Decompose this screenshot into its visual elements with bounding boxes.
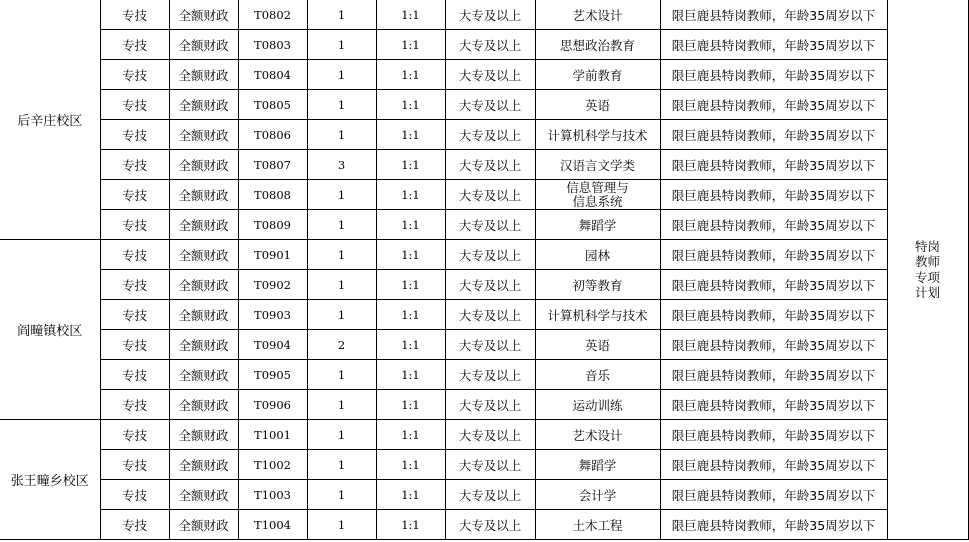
major-line: 信息管理与 (566, 179, 629, 195)
table-row (0, 150, 968, 180)
major-cell: 运动训练 (535, 390, 660, 420)
position-type-cell: 专技 (100, 450, 169, 480)
program-note-line: 专项 (914, 269, 940, 285)
campus-cell: 阎疃镇校区 (0, 240, 100, 420)
position-type-cell: 专技 (100, 150, 169, 180)
education-cell: 大专及以上 (445, 420, 535, 450)
requirement-cell: 限巨鹿县特岗教师，年龄35周岁以下 (660, 0, 887, 30)
requirement-cell: 限巨鹿县特岗教师，年龄35周岁以下 (660, 240, 887, 270)
funding-cell: 全额财政 (169, 510, 238, 540)
ratio-cell: 1:1 (376, 90, 445, 120)
requirement-cell: 限巨鹿县特岗教师，年龄35周岁以下 (660, 300, 887, 330)
position-code-cell: T0901 (238, 240, 307, 270)
table-row (0, 240, 968, 270)
ratio-cell: 1:1 (376, 480, 445, 510)
education-cell: 大专及以上 (445, 330, 535, 360)
program-note-cell (887, 0, 968, 540)
requirement-cell: 限巨鹿县特岗教师，年龄35周岁以下 (660, 390, 887, 420)
position-code-cell: T1001 (238, 420, 307, 450)
headcount-cell: 1 (307, 480, 376, 510)
position-type-cell: 专技 (100, 480, 169, 510)
position-type-cell: 专技 (100, 300, 169, 330)
education-cell: 大专及以上 (445, 0, 535, 30)
major-cell: 计算机科学与技术 (535, 300, 660, 330)
education-cell: 大专及以上 (445, 450, 535, 480)
ratio-cell: 1:1 (376, 240, 445, 270)
ratio-cell: 1:1 (376, 0, 445, 30)
table-row (0, 510, 968, 540)
funding-cell: 全额财政 (169, 120, 238, 150)
position-code-cell: T0804 (238, 60, 307, 90)
requirement-cell: 限巨鹿县特岗教师，年龄35周岁以下 (660, 420, 887, 450)
funding-cell: 全额财政 (169, 390, 238, 420)
requirement-cell: 限巨鹿县特岗教师，年龄35周岁以下 (660, 480, 887, 510)
funding-cell: 全额财政 (169, 150, 238, 180)
table-row (0, 60, 968, 90)
funding-cell: 全额财政 (169, 90, 238, 120)
education-cell: 大专及以上 (445, 180, 535, 210)
position-code-cell: T1004 (238, 510, 307, 540)
position-type-cell: 专技 (100, 240, 169, 270)
education-cell: 大专及以上 (445, 60, 535, 90)
major-cell (535, 180, 660, 210)
major-cell: 音乐 (535, 360, 660, 390)
funding-cell: 全额财政 (169, 300, 238, 330)
position-type-cell: 专技 (100, 420, 169, 450)
major-cell: 会计学 (535, 480, 660, 510)
position-type-cell: 专技 (100, 180, 169, 210)
headcount-cell: 1 (307, 450, 376, 480)
table-row (0, 120, 968, 150)
headcount-cell: 1 (307, 210, 376, 240)
position-type-cell: 专技 (100, 90, 169, 120)
funding-cell: 全额财政 (169, 30, 238, 60)
funding-cell: 全额财政 (169, 0, 238, 30)
campus-cell: 后辛庄校区 (0, 0, 100, 240)
funding-cell: 全额财政 (169, 420, 238, 450)
major-cell: 艺术设计 (535, 420, 660, 450)
position-code-cell: T0807 (238, 150, 307, 180)
major-cell: 舞蹈学 (535, 210, 660, 240)
education-cell: 大专及以上 (445, 360, 535, 390)
position-type-cell: 专技 (100, 0, 169, 30)
position-code-cell: T0805 (238, 90, 307, 120)
position-code-cell: T0809 (238, 210, 307, 240)
major-cell: 初等教育 (535, 270, 660, 300)
ratio-cell: 1:1 (376, 450, 445, 480)
position-type-cell: 专技 (100, 270, 169, 300)
position-code-cell: T1002 (238, 450, 307, 480)
position-type-cell: 专技 (100, 390, 169, 420)
ratio-cell: 1:1 (376, 120, 445, 150)
ratio-cell: 1:1 (376, 180, 445, 210)
position-type-cell: 专技 (100, 210, 169, 240)
campus-cell: 张王疃乡校区 (0, 420, 100, 540)
table-row (0, 390, 968, 420)
position-code-cell: T0802 (238, 0, 307, 30)
ratio-cell: 1:1 (376, 390, 445, 420)
table-row (0, 0, 968, 30)
headcount-cell: 3 (307, 150, 376, 180)
requirement-cell: 限巨鹿县特岗教师，年龄35周岁以下 (660, 30, 887, 60)
table-row (0, 270, 968, 300)
position-code-cell: T0906 (238, 390, 307, 420)
major-cell: 思想政治教育 (535, 30, 660, 60)
ratio-cell: 1:1 (376, 30, 445, 60)
education-cell: 大专及以上 (445, 210, 535, 240)
headcount-cell: 1 (307, 300, 376, 330)
ratio-cell: 1:1 (376, 300, 445, 330)
education-cell: 大专及以上 (445, 240, 535, 270)
headcount-cell: 1 (307, 270, 376, 300)
table-row (0, 30, 968, 60)
funding-cell: 全额财政 (169, 210, 238, 240)
headcount-cell: 1 (307, 60, 376, 90)
ratio-cell: 1:1 (376, 330, 445, 360)
table-row (0, 330, 968, 360)
headcount-cell: 1 (307, 240, 376, 270)
headcount-cell: 1 (307, 360, 376, 390)
program-note-line: 特岗 (914, 238, 940, 254)
requirement-cell: 限巨鹿县特岗教师，年龄35周岁以下 (660, 360, 887, 390)
headcount-cell: 1 (307, 510, 376, 540)
position-code-cell: T0904 (238, 330, 307, 360)
major-cell: 学前教育 (535, 60, 660, 90)
major-cell: 英语 (535, 90, 660, 120)
table-row (0, 360, 968, 390)
education-cell: 大专及以上 (445, 120, 535, 150)
major-cell: 土木工程 (535, 510, 660, 540)
requirement-cell: 限巨鹿县特岗教师，年龄35周岁以下 (660, 180, 887, 210)
ratio-cell: 1:1 (376, 270, 445, 300)
position-code-cell: T0905 (238, 360, 307, 390)
position-code-cell: T0903 (238, 300, 307, 330)
funding-cell: 全额财政 (169, 180, 238, 210)
position-type-cell: 专技 (100, 360, 169, 390)
requirement-cell: 限巨鹿县特岗教师，年龄35周岁以下 (660, 330, 887, 360)
requirement-cell: 限巨鹿县特岗教师，年龄35周岁以下 (660, 90, 887, 120)
major-cell: 舞蹈学 (535, 450, 660, 480)
position-code-cell: T0803 (238, 30, 307, 60)
requirement-cell: 限巨鹿县特岗教师，年龄35周岁以下 (660, 60, 887, 90)
headcount-cell: 1 (307, 90, 376, 120)
funding-cell: 全额财政 (169, 240, 238, 270)
education-cell: 大专及以上 (445, 150, 535, 180)
major-cell: 汉语言文学类 (535, 150, 660, 180)
ratio-cell: 1:1 (376, 360, 445, 390)
table-row (0, 210, 968, 240)
education-cell: 大专及以上 (445, 390, 535, 420)
headcount-cell: 1 (307, 120, 376, 150)
position-code-cell: T1003 (238, 480, 307, 510)
table-row (0, 90, 968, 120)
headcount-cell: 1 (307, 420, 376, 450)
position-type-cell: 专技 (100, 30, 169, 60)
table-row (0, 180, 968, 210)
requirement-cell: 限巨鹿县特岗教师，年龄35周岁以下 (660, 270, 887, 300)
headcount-cell: 1 (307, 30, 376, 60)
ratio-cell: 1:1 (376, 60, 445, 90)
requirement-cell: 限巨鹿县特岗教师，年龄35周岁以下 (660, 210, 887, 240)
table-row (0, 480, 968, 510)
headcount-cell: 2 (307, 330, 376, 360)
requirement-cell: 限巨鹿县特岗教师，年龄35周岁以下 (660, 450, 887, 480)
funding-cell: 全额财政 (169, 450, 238, 480)
requirement-cell: 限巨鹿县特岗教师，年龄35周岁以下 (660, 510, 887, 540)
position-code-cell: T0808 (238, 180, 307, 210)
funding-cell: 全额财政 (169, 330, 238, 360)
education-cell: 大专及以上 (445, 510, 535, 540)
education-cell: 大专及以上 (445, 270, 535, 300)
major-cell: 艺术设计 (535, 0, 660, 30)
position-type-cell: 专技 (100, 120, 169, 150)
ratio-cell: 1:1 (376, 420, 445, 450)
education-cell: 大专及以上 (445, 30, 535, 60)
position-type-cell: 专技 (100, 60, 169, 90)
major-cell: 计算机科学与技术 (535, 120, 660, 150)
major-line: 信息系统 (572, 193, 623, 209)
funding-cell: 全额财政 (169, 480, 238, 510)
requirement-cell: 限巨鹿县特岗教师，年龄35周岁以下 (660, 150, 887, 180)
table-row (0, 450, 968, 480)
position-code-cell: T0902 (238, 270, 307, 300)
position-type-cell: 专技 (100, 510, 169, 540)
ratio-cell: 1:1 (376, 510, 445, 540)
program-note-line: 计划 (914, 285, 940, 300)
table-row (0, 420, 968, 450)
headcount-cell: 1 (307, 390, 376, 420)
headcount-cell: 1 (307, 180, 376, 210)
major-cell: 园林 (535, 240, 660, 270)
funding-cell: 全额财政 (169, 360, 238, 390)
position-code-cell: T0806 (238, 120, 307, 150)
position-type-cell: 专技 (100, 330, 169, 360)
headcount-cell: 1 (307, 0, 376, 30)
program-note-line: 教师 (914, 254, 940, 269)
requirement-cell: 限巨鹿县特岗教师，年龄35周岁以下 (660, 120, 887, 150)
funding-cell: 全额财政 (169, 270, 238, 300)
ratio-cell: 1:1 (376, 150, 445, 180)
table-row (0, 300, 968, 330)
major-cell: 英语 (535, 330, 660, 360)
education-cell: 大专及以上 (445, 90, 535, 120)
funding-cell: 全额财政 (169, 60, 238, 90)
ratio-cell: 1:1 (376, 210, 445, 240)
education-cell: 大专及以上 (445, 480, 535, 510)
education-cell: 大专及以上 (445, 300, 535, 330)
